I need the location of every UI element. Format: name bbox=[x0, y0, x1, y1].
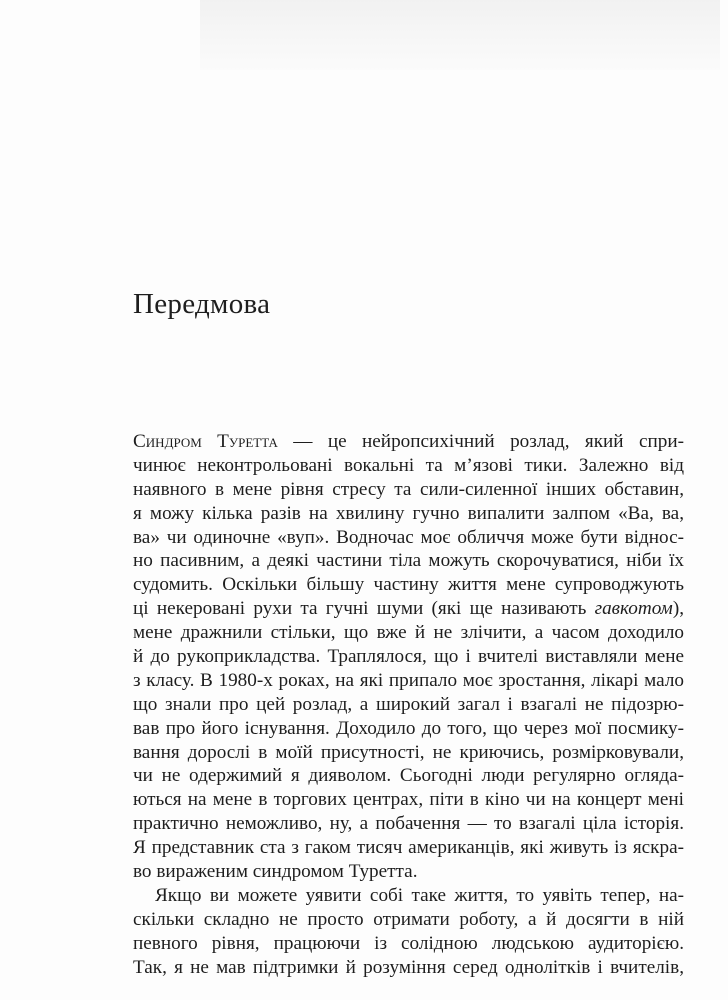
text-span: — це нейропсихічний розлад, який спри- bbox=[277, 431, 684, 452]
text-line: я можу кілька разів на хвилину гучно випалити залпом «Ва, ва, bbox=[133, 502, 684, 524]
text-line: ва» чи одиночне «вуп». Водночас моє обличчя може бути віднос- bbox=[133, 526, 684, 548]
text-line: вав про його існування. Доходило до того, що через мої посмику- bbox=[133, 717, 684, 739]
text-line: Я представник ста з гаком тисяч американців, які живуть із яскра- bbox=[133, 837, 684, 859]
italic-term: гавкотом bbox=[594, 598, 673, 620]
text-line bbox=[133, 430, 684, 454]
text-line: во вираженим синдромом Туретта. bbox=[133, 861, 418, 883]
text-line: наявного в мене рівня стресу та сили-силенної інших обставин, bbox=[133, 478, 684, 500]
bleed-through-shadow bbox=[200, 0, 720, 70]
body-text bbox=[133, 430, 684, 979]
text-line bbox=[133, 597, 684, 621]
text-line: практично неможливо, ну, а побачення — то взагалі ціла історія. bbox=[133, 813, 684, 835]
text-line: й до рукоприкладства. Траплялося, що і вчителі виставляли мене bbox=[133, 646, 684, 668]
text-span: ці некеровані рухи та гучні шуми (які ще називають bbox=[133, 598, 595, 620]
lead-smallcaps: Синдром Туретта bbox=[133, 431, 278, 452]
text-line: мене дражнили стільки, що вже й не злічити, а часом доходило bbox=[133, 622, 684, 644]
text-line: ються на мене в торгових центрах, піти в кіно чи на концерт мені bbox=[133, 789, 684, 811]
text-line: но пасивним, а деякі частини тіла можуть скорочуватися, ніби їх bbox=[133, 550, 684, 572]
text-line: Якщо ви можете уявити собі таке життя, то уявіть тепер, на- bbox=[155, 884, 684, 906]
text-line: вання дорослі в моїй присутності, не криючись, розмірковували, bbox=[133, 741, 684, 763]
text-line: чинює неконтрольовані вокальні та м’язові тики. Залежно від bbox=[133, 454, 684, 476]
text-span: ), bbox=[672, 598, 684, 620]
text-line: певного рівня, працюючи із солідною людською аудиторією. bbox=[133, 932, 684, 954]
text-line: судомить. Оскільки більшу частину життя мене супроводжують bbox=[133, 574, 684, 596]
text-line: чи не одержимий я дияволом. Сьогодні люди регулярно огляда- bbox=[133, 765, 684, 787]
text-line: з класу. В 1980-х роках, на які припало моє зростання, лікарі мало bbox=[133, 669, 684, 691]
text-line: скільки складно не просто отримати роботу, а й досягти в ній bbox=[133, 908, 684, 930]
text-line: що знали про цей розлад, а широкий загал і взагалі не підозрю- bbox=[133, 693, 684, 715]
text-line: Так, я не мав підтримки й розуміння серед однолітків і вчителів, bbox=[133, 956, 684, 978]
chapter-title: Передмова bbox=[133, 288, 271, 320]
